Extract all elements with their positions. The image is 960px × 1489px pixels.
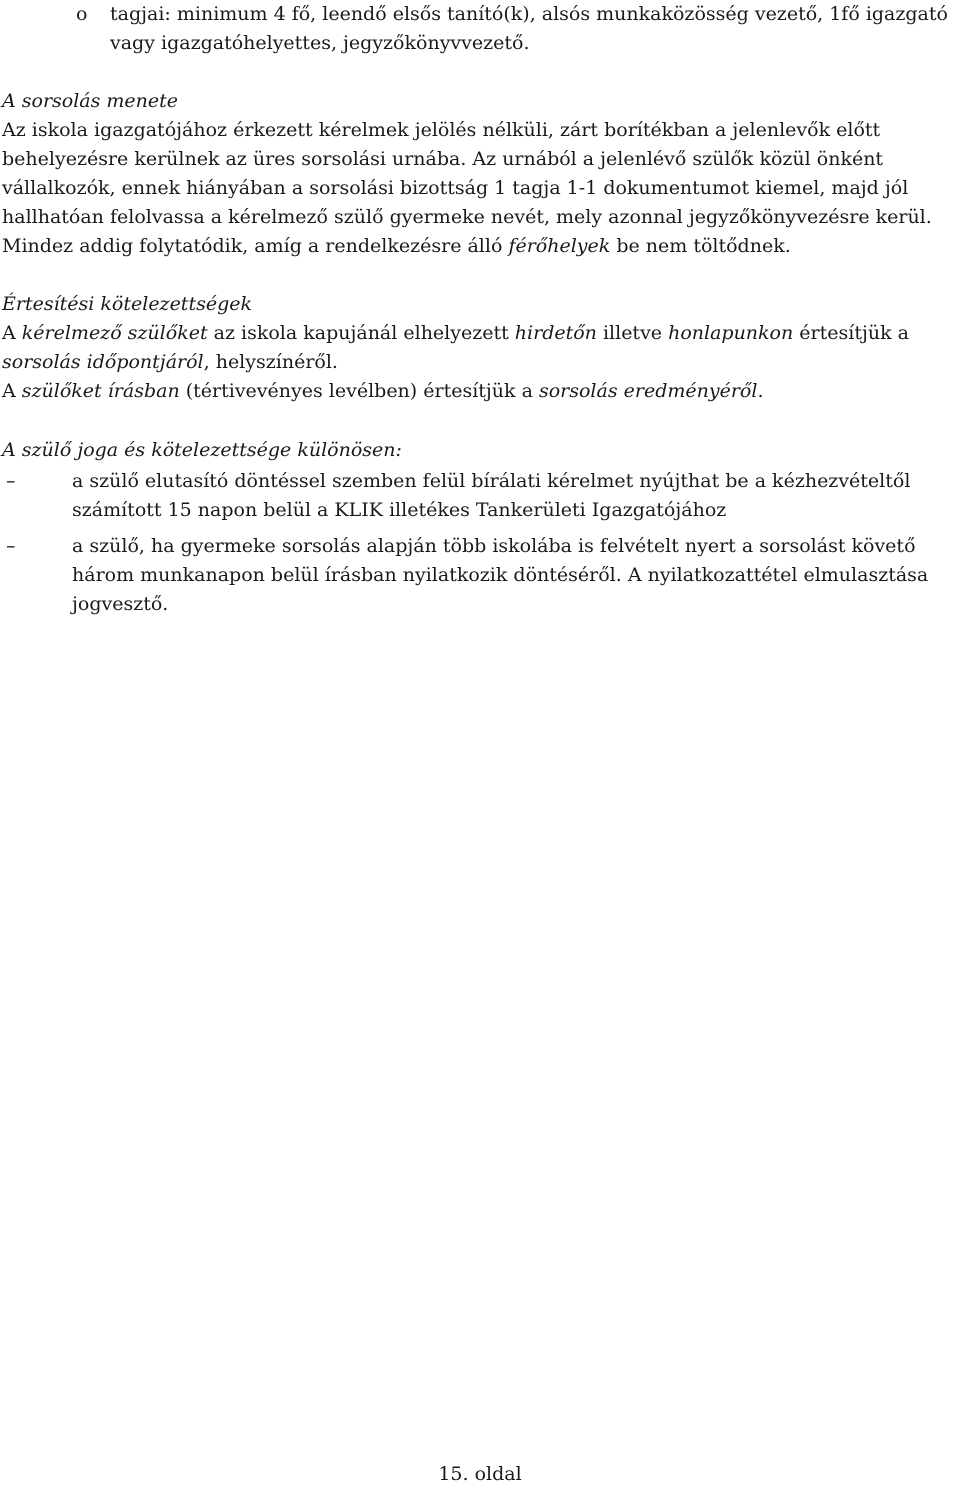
parent-rights-item-2 [6,532,958,619]
dash-bullet: – [6,470,16,492]
parent-rights-item-1 [6,467,958,525]
committee-members-list-item [76,0,960,58]
section-heading-draw-procedure: A sorsolás menete [2,90,179,112]
list-bullet: o [76,3,88,25]
notification-paragraph-2: A szülőket írásban (tértivevényes levélben) értesítjük a sorsolás eredményéről. [2,380,764,402]
section-heading-notification: Értesítési kötelezettségek [2,293,252,315]
parent-rights-item-text: a szülő elutasító döntéssel szemben felül bírálati kérelmet nyújthat be a kézhezvételtől számított 15 napon belül a KLIK illetékes Tankerületi Igazgatójához [72,470,911,521]
draw-procedure-paragraph: Az iskola igazgatójához érkezett kérelmek jelölés nélküli, zárt borítékban a jelenlevők előtt behelyezésre kerülnek az üres sorsolási urnába. Az urnából a jelenlévő szülők közül önként vállalkozók, ennek hiányában a sorsolási bizottság 1 tagja 1-1 dokumentumot kiemel, majd jól hallhatóan felolvassa a kérelmező szülő gyermeke nevét, mely azonnal jegyzőkönyvezésre kerül. Mindez addig folytatódik, amíg a rendelkezésre álló férőhelyek be nem töltődnek. [2,119,932,257]
section-draw-procedure [2,87,958,261]
section-parent-rights [2,436,958,465]
dash-bullet: – [6,535,16,557]
committee-members-text: tagjai: minimum 4 fő, leendő elsős tanító(k), alsós munkaközösség vezető, 1fő igazgató vagy igazgatóhelyettes, jegyzőkönyvvezető. [110,3,948,54]
emphasis-places: férőhelyek [508,235,611,257]
section-notification-duties [2,290,958,406]
page-number: 15. oldal [438,1463,522,1485]
notification-paragraph-1: A kérelmező szülőket az iskola kapujánál elhelyezett hirdetőn illetve honlapunkon értesítjük a sorsolás időpontjáról, helyszínéről. [2,322,909,373]
parent-rights-item-text: a szülő, ha gyermeke sorsolás alapján több iskolába is felvételt nyert a sorsolást követő három munkanapon belül írásban nyilatkozik döntéséről. A nyilatkozattétel elmulasztása jogvesztő. [72,535,929,615]
section-heading-parent-rights: A szülő joga és kötelezettsége különösen: [2,439,402,461]
